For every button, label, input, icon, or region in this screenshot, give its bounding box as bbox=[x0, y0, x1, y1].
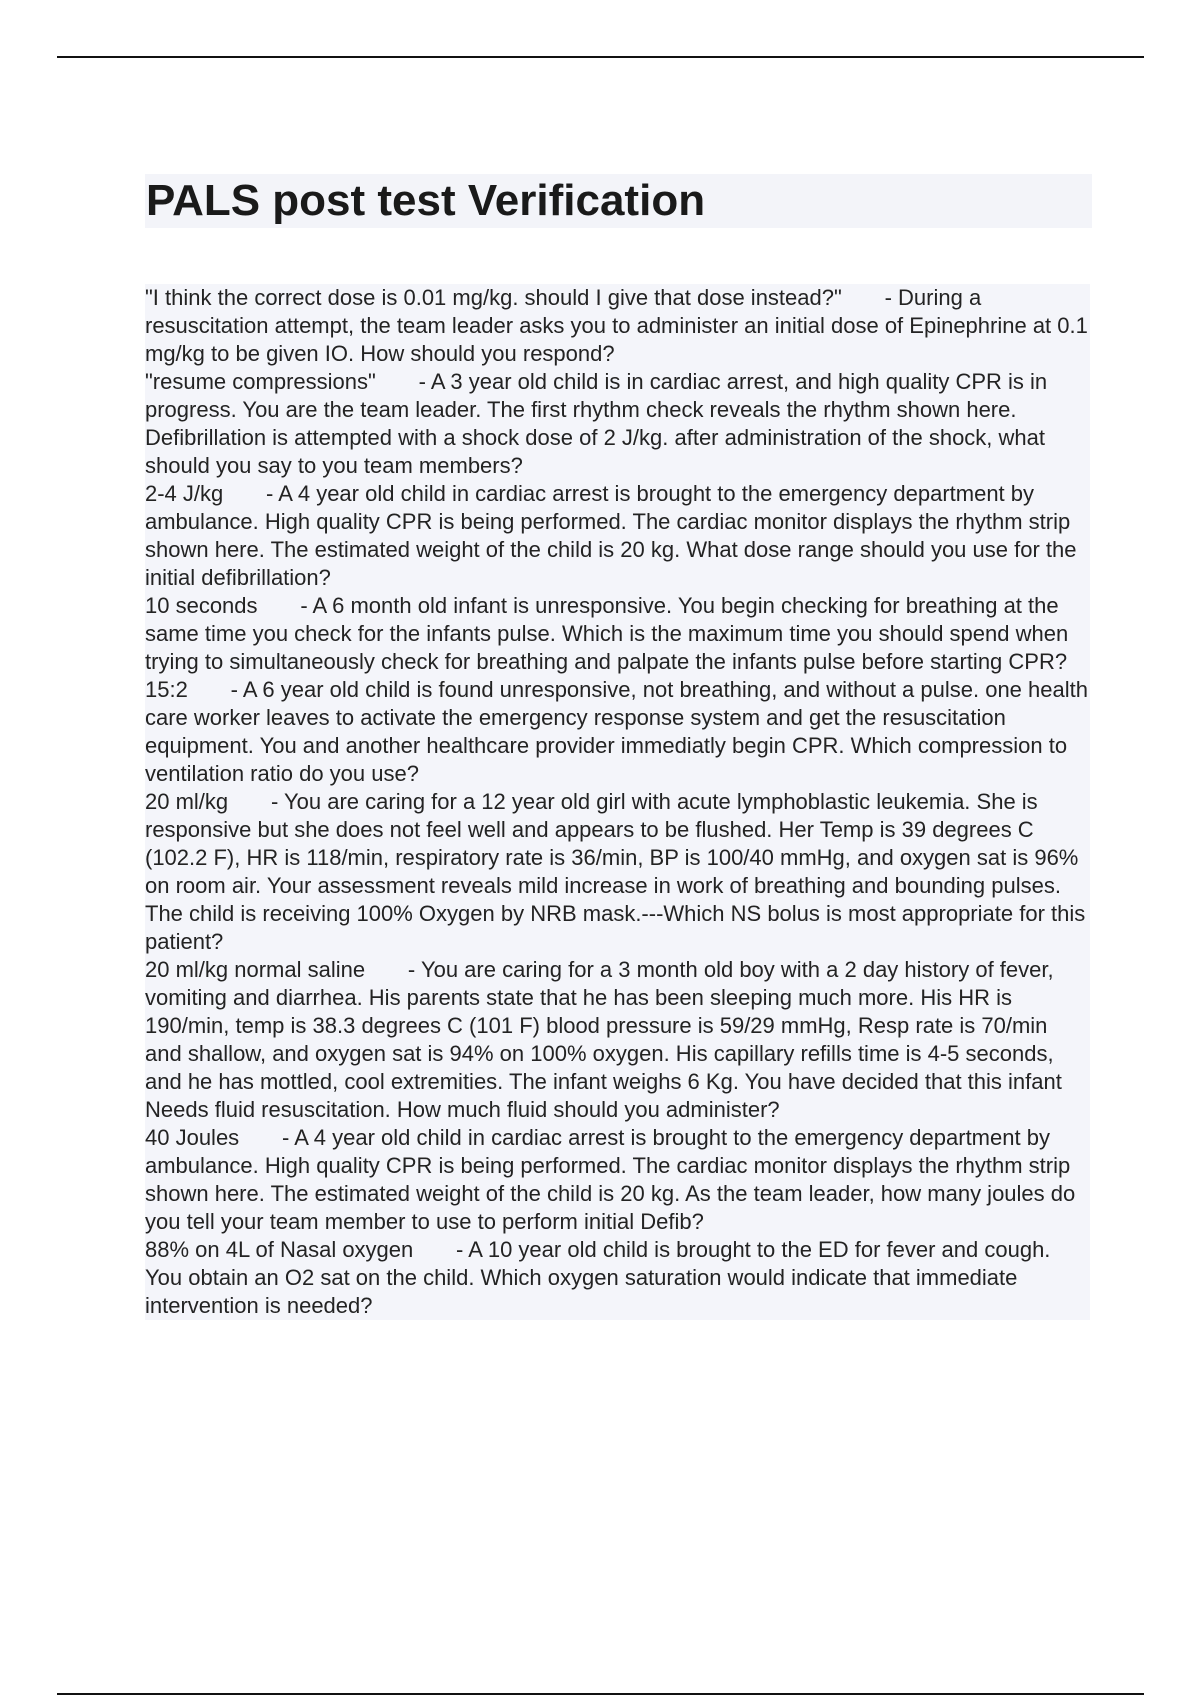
qa-separator: - bbox=[239, 1125, 295, 1150]
qa-answer: "resume compressions" bbox=[145, 369, 376, 394]
qa-separator: - bbox=[413, 1237, 469, 1262]
qa-list bbox=[145, 284, 1090, 1320]
qa-separator: - bbox=[257, 593, 313, 618]
qa-item-2 bbox=[145, 368, 1090, 480]
qa-separator: - bbox=[223, 481, 279, 506]
qa-item-3 bbox=[145, 480, 1090, 592]
qa-question: You are caring for a 3 month old boy with a 2 day history of fever, vomiting and diarrhea. His parents state that he has been sleeping much more. His HR is 190/min, temp is 38.3 degrees C (101 F) blood pressure is 59/29 mmHg, Resp rate is 70/min and shallow, and oxygen sat is 94% on 100% oxygen. His capillary refills time is 4-5 seconds, and he has mottled, cool extremities. The infant weighs 6 Kg. You have decided that this infant Needs fluid resuscitation. How much fluid should you administer? bbox=[145, 957, 1062, 1122]
qa-answer: 20 ml/kg normal saline bbox=[145, 957, 366, 982]
qa-question: A 3 year old child is in cardiac arrest, and high quality CPR is in progress. You are the team leader. The first rhythm check reveals the rhythm shown here. Defibrillation is attempted with a shock dose of 2 J/kg. after administration of the shock, what should you say to you team members? bbox=[145, 369, 1048, 478]
qa-item-1 bbox=[145, 284, 1090, 368]
qa-item-7 bbox=[145, 956, 1090, 1124]
qa-question: A 6 month old infant is unresponsive. You begin checking for breathing at the same time you check for the infants pulse. Which is the maximum time you should spend when trying to simultaneously check for breathing and palpate the infants pulse before starting CPR? bbox=[145, 593, 1069, 674]
qa-separator: - bbox=[365, 957, 421, 982]
qa-question: A 4 year old child in cardiac arrest is brought to the emergency department by ambulance. High quality CPR is being performed. The cardiac monitor displays the rhythm strip shown here. The estimated weight of the child is 20 kg. What dose range should you use for the initial defibrillation? bbox=[145, 481, 1077, 590]
qa-separator: - bbox=[228, 789, 284, 814]
qa-answer: 40 Joules bbox=[145, 1125, 240, 1150]
qa-answer: 2-4 J/kg bbox=[145, 481, 224, 506]
qa-item-9 bbox=[145, 1236, 1090, 1320]
qa-item-5 bbox=[145, 676, 1090, 788]
qa-answer: "I think the correct dose is 0.01 mg/kg. should I give that dose instead?" bbox=[145, 285, 842, 310]
qa-separator: - bbox=[841, 285, 899, 310]
qa-question: During a resuscitation attempt, the team leader asks you to administer an initial dose of Epinephrine at 0.1 mg/kg to be given IO. How should you respond? bbox=[145, 285, 1088, 366]
qa-separator: - bbox=[187, 677, 243, 702]
qa-answer: 20 ml/kg bbox=[145, 789, 229, 814]
top-rule bbox=[57, 56, 1144, 58]
qa-item-4 bbox=[145, 592, 1090, 676]
qa-separator: - bbox=[375, 369, 431, 394]
qa-question: A 10 year old child is brought to the ED for fever and cough. You obtain an O2 sat on the child. Which oxygen saturation would indicate that immediate intervention is needed? bbox=[145, 1237, 1051, 1318]
qa-item-6 bbox=[145, 788, 1090, 956]
qa-answer: 88% on 4L of Nasal oxygen bbox=[145, 1237, 414, 1262]
qa-answer: 10 seconds bbox=[145, 593, 258, 618]
page-title: PALS post test Verification bbox=[146, 176, 706, 225]
qa-question: A 6 year old child is found unresponsive, not breathing, and without a pulse. one health care worker leaves to activate the emergency response system and get the resuscitation equipment. You and another healthcare provider immediatly begin CPR. Which compression to ventilation ratio do you use? bbox=[145, 677, 1088, 786]
qa-answer: 15:2 bbox=[145, 677, 188, 702]
qa-question: A 4 year old child in cardiac arrest is brought to the emergency department by ambulance. High quality CPR is being performed. The cardiac monitor displays the rhythm strip shown here. The estimated weight of the child is 20 kg. As the team leader, how many joules do you tell your team member to use to perform initial Defib? bbox=[145, 1125, 1076, 1234]
qa-question: You are caring for a 12 year old girl with acute lymphoblastic leukemia. She is responsive but she does not feel well and appears to be flushed. Her Temp is 39 degrees C (102.2 F), HR is 118/min, respiratory rate is 36/min, BP is 100/40 mmHg, and oxygen sat is 96% on room air. Your assessment reveals mild increase in work of breathing and bounding pulses. The child is receiving 100% Oxygen by NRB mask.---Which NS bolus is most appropriate for this patient? bbox=[145, 789, 1086, 954]
bottom-rule bbox=[57, 1693, 1144, 1695]
qa-item-8 bbox=[145, 1124, 1090, 1236]
